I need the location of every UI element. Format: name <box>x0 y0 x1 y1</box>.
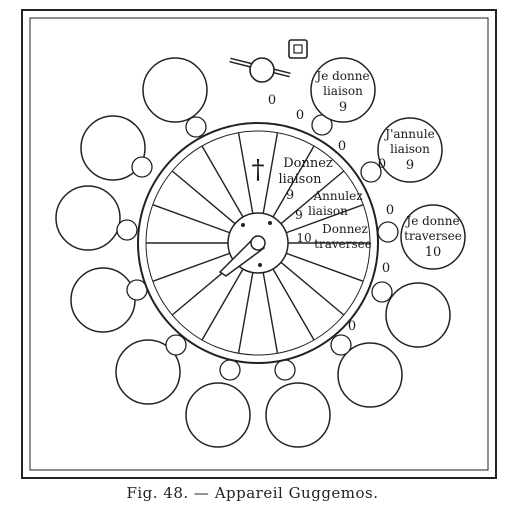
inner-label-line: Annulez <box>313 189 363 203</box>
connector-circle <box>372 282 392 302</box>
hub-pin <box>251 236 265 250</box>
figure-caption: Fig. 48. — Appareil Guggemos. <box>126 484 379 502</box>
crank-knob-square <box>289 40 307 58</box>
bubble-line: liaison <box>323 84 363 98</box>
bubble-line: Je donne <box>316 69 370 83</box>
inner-label-line: Donnez <box>283 156 333 171</box>
hub-screw <box>268 221 272 225</box>
inner-label-line: 10 <box>296 231 312 245</box>
connector-circle <box>275 360 295 380</box>
bubble-line: traversee <box>404 229 462 243</box>
cross-mark: † <box>251 155 265 185</box>
outer-slot-circle <box>143 58 207 122</box>
bubble-line: liaison <box>390 142 430 156</box>
inner-label-line: liaison <box>308 204 348 218</box>
outer-slot-circle <box>56 186 120 250</box>
crank-hub <box>250 58 274 82</box>
zero-mark: 0 <box>385 203 395 218</box>
inner-label-line: 9 <box>285 188 295 203</box>
connector-circle <box>166 335 186 355</box>
bubble-line: 10 <box>424 245 442 260</box>
connector-circle <box>132 157 152 177</box>
top-crank <box>230 40 307 82</box>
inner-label-line: traversee <box>314 237 372 251</box>
inner-label-line: liaison <box>278 172 322 187</box>
connector-circle <box>186 117 206 137</box>
hub-screw <box>258 263 262 267</box>
outer-slot-circle <box>386 283 450 347</box>
connector-circle <box>378 222 398 242</box>
zero-mark: 0 <box>267 93 277 108</box>
outer-slot-circle <box>186 383 250 447</box>
bubble-3 <box>401 205 465 269</box>
connector-circle <box>117 220 137 240</box>
zero-mark: 0 <box>377 157 387 172</box>
zero-mark: 0 <box>347 319 357 334</box>
zero-mark: 0 <box>381 261 391 276</box>
bubble-2 <box>378 118 442 182</box>
zero-mark: 0 <box>337 139 347 154</box>
outer-slot-circle <box>266 383 330 447</box>
bubble-1 <box>311 58 375 122</box>
bubble-line: 9 <box>405 158 415 173</box>
bubble-line: J'annule <box>385 127 435 141</box>
connector-circle <box>220 360 240 380</box>
inner-label-line: 9 <box>295 208 303 222</box>
outer-slot-circle <box>71 268 135 332</box>
hub-screw <box>241 223 245 227</box>
bubble-line: 9 <box>338 100 348 115</box>
bubble-line: Je donne <box>406 214 460 228</box>
inner-label-line: Donnez <box>322 222 368 236</box>
zero-mark: 0 <box>295 108 305 123</box>
connector-circle <box>331 335 351 355</box>
